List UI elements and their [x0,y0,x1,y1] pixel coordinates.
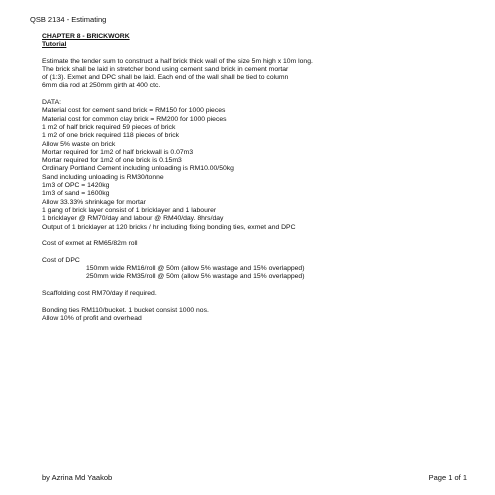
data-line: Material cost for cement sand brick = RM150 for 1000 pieces [42,107,226,115]
data-line: Material cost for common clay brick = RM200 for 1000 pieces [42,115,227,123]
data-line: 1 gang of brick layer consist of 1 bricklayer and 1 labourer [42,206,217,214]
data-label: DATA: [42,99,62,107]
scaffolding-cost: Scaffolding cost RM70/day if required. [42,289,157,297]
exmet-cost: Cost of exmet at RM65/82m roll [42,240,138,248]
data-line: Output of 1 bricklayer at 120 bricks / hr including fixing bonding ties, exmet and DPC [42,223,296,231]
closing-line: Allow 10% of profit and overhead [42,314,142,322]
intro-line: Estimate the tender sum to construct a half brick thick wall of the size 5m high x 10m long. [42,57,313,65]
course-header: QSB 2134 - Estimating [30,15,107,24]
intro-line: 6mm dia rod at 250mm girth at 400 ctc. [42,82,161,90]
data-line: 1m3 of sand = 1600kg [42,190,110,198]
data-line: Ordinary Portland Cement including unloading is RM10.00/50kg [42,165,234,173]
dpc-label: Cost of DPC [42,256,80,264]
data-line: 1m3 of OPC = 1420kg [42,182,110,190]
dpc-line: 250mm wide RM35/roll @ 50m (allow 5% wastage and 15% overlapped) [86,273,305,281]
intro-line: The brick shall be laid in stretcher bond using cement sand brick in cement mortar [42,65,289,73]
data-line: Allow 5% waste on brick [42,140,116,148]
dpc-line: 150mm wide RM16/roll @ 50m (allow 5% wastage and 15% overlapped) [86,265,305,273]
data-line: 1 bricklayer @ RM70/day and labour @ RM40/day. 8hrs/day [42,215,224,223]
document-body [42,33,462,323]
intro-line: of (1:3). Exmet and DPC shall be laid. Each end of the wall shall be tied to column [42,74,289,82]
data-line: 1 m2 of half brick required 59 pieces of brick [42,123,176,131]
data-line: Allow 33.33% shrinkage for mortar [42,198,146,206]
data-line: 1 m2 of one brick required 118 pieces of brick [42,132,180,140]
data-line: Sand including unloading is RM30/tonne [42,173,164,181]
data-line: Mortar required for 1m2 of half brickwall is 0.07m3 [42,148,194,156]
chapter-title: CHAPTER 8 - BRICKWORK [42,33,130,40]
intro-paragraph [42,58,462,91]
data-list [42,107,462,231]
tutorial-subtitle: Tutorial [42,41,67,49]
footer-page-number: Page 1 of 1 [428,473,467,482]
footer-author: by Azrina Md Yaakob [42,473,113,482]
closing-line: Bonding ties RM110/bucket. 1 bucket consist 1000 nos. [42,306,209,314]
data-line: Mortar required for 1m2 of one brick is 0.15m3 [42,157,182,165]
